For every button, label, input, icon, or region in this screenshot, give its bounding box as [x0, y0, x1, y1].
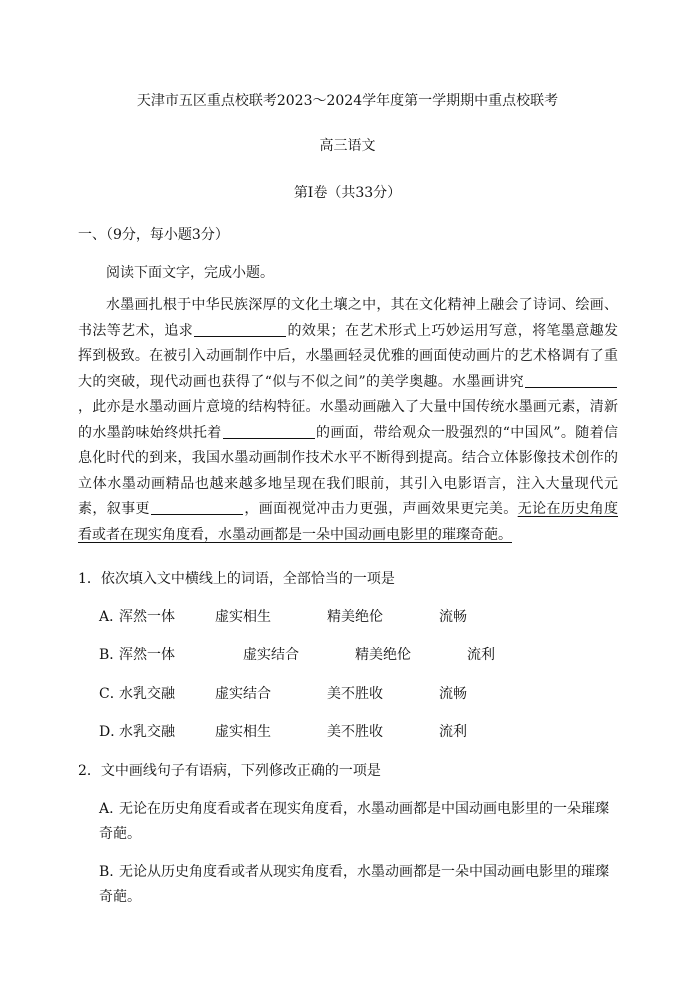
option-word-3: 美不胜收 — [327, 686, 383, 702]
option-word-1: 浑然一体 — [119, 647, 175, 663]
option-word-1: 水乳交融 — [119, 724, 175, 740]
option-word-4: 流利 — [439, 724, 467, 740]
passage-text-3: ，此亦是水墨动画片意境的结构特征。水墨动画融入了大量中国传统水墨画元素，清新的水墨韵味始终烘托着 — [78, 399, 618, 441]
option-label: B. — [99, 864, 114, 880]
q2-option-b — [99, 860, 619, 910]
passage-text-5: ，画面视觉冲击力更强，声画效果更完美。 — [243, 501, 518, 517]
subject-title: 高三语文 — [319, 138, 376, 154]
option-text: 无论从历史角度看或者从现实角度看，水墨动画都是一朵中国动画电影里的璀璨奇葩。 — [99, 864, 609, 905]
option-word-4: 流利 — [467, 647, 495, 663]
option-word-3: 精美绝伦 — [355, 647, 411, 663]
option-label: B． — [99, 647, 124, 663]
option-word-2: 虚实相生 — [215, 609, 271, 625]
option-word-3: 精美绝伦 — [327, 609, 383, 625]
option-word-4: 流畅 — [439, 609, 467, 625]
question-2-stem: 2．文中画线句子有语病，下列修改正确的一项是 — [78, 763, 381, 779]
reading-instruction: 阅读下面文字，完成小题。 — [106, 265, 274, 281]
passage-text-2: 的效果；在艺术形式上巧妙运用写意，将笔墨意趣发挥到极致。在被引入动画制作中后，水墨画轻灵优雅的画面使动画片的艺术格调有了重大的突破，现代动画也获得了“似与不似之间”的美学奥趣。水墨画讲究 — [78, 322, 619, 390]
fill-blank-2 — [525, 373, 617, 388]
option-label: D． — [99, 724, 125, 740]
option-label: C． — [99, 686, 124, 702]
part-title: 第Ⅰ卷（共33分） — [293, 185, 402, 201]
passage-text-4: 的画面，带给观众一股强烈的“中国风”。随着信息化时代的到来，我国水墨动画制作技术水平不断得到提高。结合立体影像技术创作的立体水墨动画精品也越来越多地呈现在我们眼前，其引入电影语言，注入大量现代元素，叙事更 — [78, 424, 618, 517]
option-word-3: 美不胜收 — [327, 724, 383, 740]
fill-blank-3 — [223, 424, 315, 439]
option-label: A． — [99, 609, 124, 625]
question-1-stem: 1．依次填入文中横线上的词语，全部恰当的一项是 — [78, 571, 395, 587]
option-word-2: 虚实结合 — [243, 647, 299, 663]
fill-blank-4 — [151, 500, 243, 515]
option-word-1: 水乳交融 — [119, 686, 175, 702]
underlined-sentence: 无论在历史角度看或者在现实角度看，水墨动画都是一朵中国动画电影里的璀璨奇葩。 — [78, 501, 619, 543]
option-text: 无论在历史角度看或者在现实角度看，水墨动画都是中国动画电影里的一朵璀璨奇葩。 — [99, 801, 609, 842]
section-heading: 一、（9分，每小题3分） — [78, 227, 229, 243]
option-word-1: 浑然一体 — [119, 609, 175, 625]
option-word-2: 虚实相生 — [215, 724, 271, 740]
option-label: A. — [99, 801, 114, 817]
exam-title: 天津市五区重点校联考2023～2024学年度第一学期期中重点校联考 — [136, 93, 559, 109]
q2-option-a — [99, 797, 619, 847]
option-word-4: 流畅 — [439, 686, 467, 702]
passage-text-1: 水墨画扎根于中华民族深厚的文化土壤之中，其在文化精神上融会了诗词、绘画、书法等艺术，追求 — [78, 297, 618, 339]
option-word-2: 虚实结合 — [215, 686, 271, 702]
reading-passage — [78, 293, 618, 548]
fill-blank-1 — [194, 322, 286, 337]
